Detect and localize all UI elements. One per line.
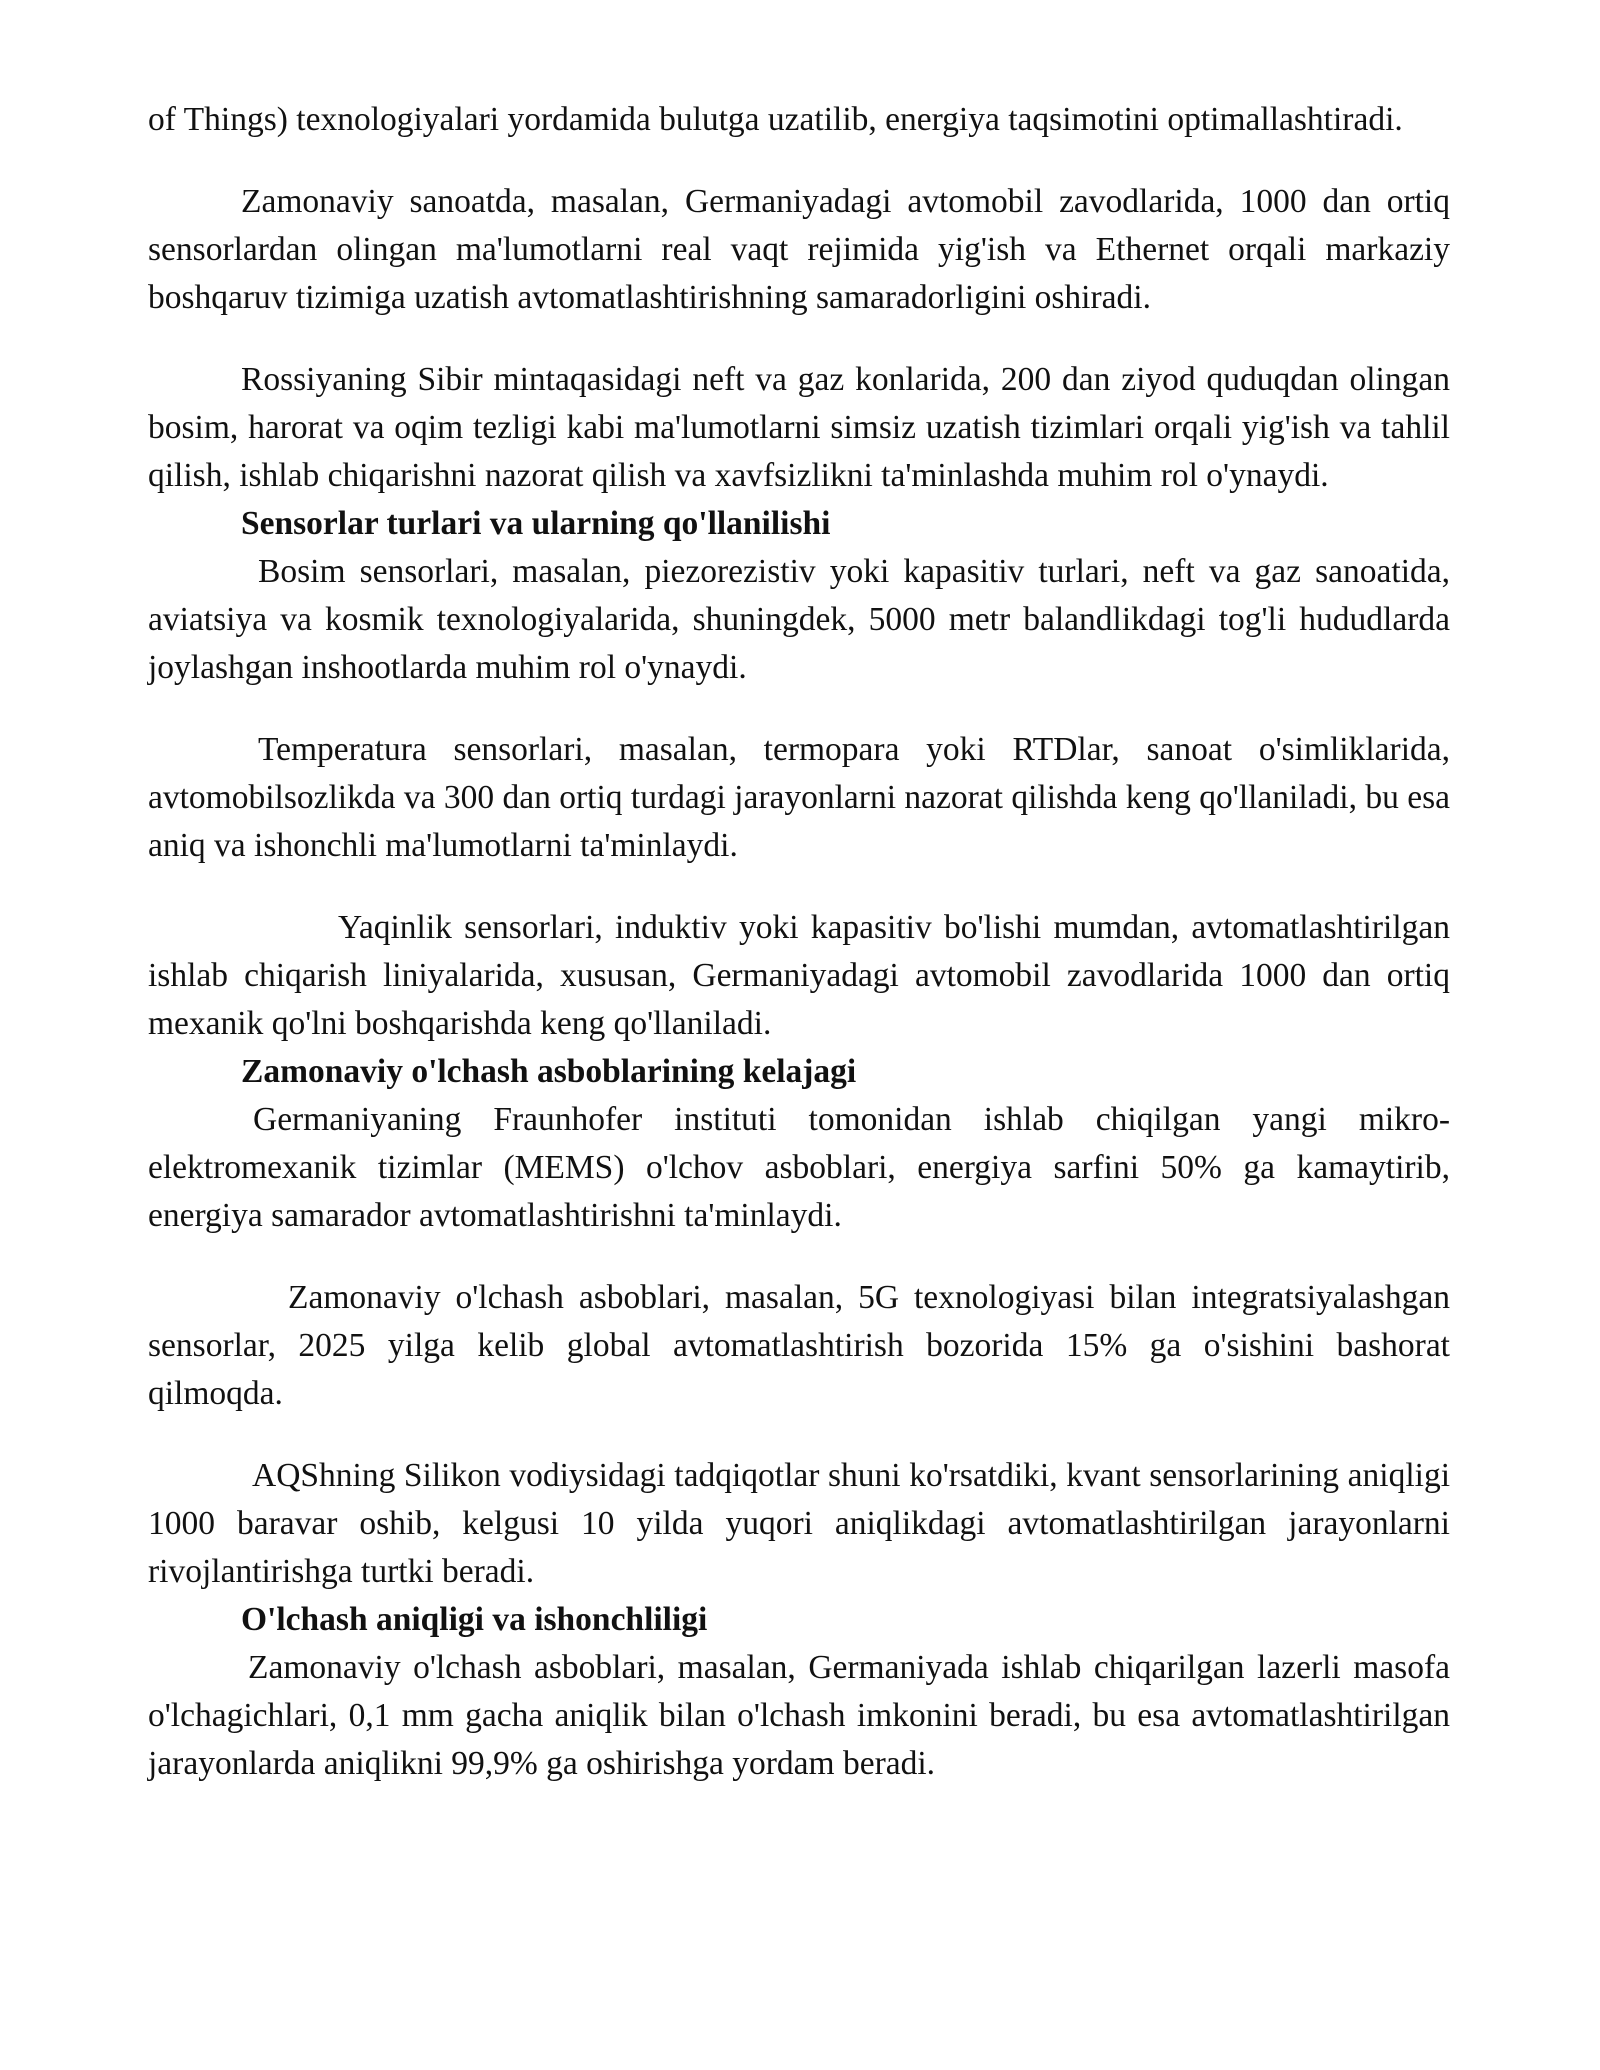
section-heading-sensor-types: Sensorlar turlari va ularning qo'llanilishi: [241, 505, 831, 542]
paragraph-pressure-sensors: Bosim sensorlari, masalan, piezorezistiv yoki kapasitiv turlari, neft va gaz sanoatida, aviatsiya va kosmik texnologiyalarida, shuningdek, 5000 metr balandlikdagi tog'li hududlarda joylashgan inshootlarda muhim rol o'ynaydi.: [148, 553, 1450, 686]
paragraph-germany-factories: Zamonaviy sanoatda, masalan, Germaniyadagi avtomobil zavodlarida, 1000 dan ortiq sensorlardan olingan ma'lumotlarni real vaqt rejimida yig'ish va Ethernet orqali markaziy boshqaruv tizimiga uzatish avtomatlashtirishning samaradorligini oshiradi.: [148, 183, 1450, 316]
paragraph-5g-sensors: Zamonaviy o'lchash asboblari, masalan, 5G texnologiyasi bilan integratsiyalashgan sensorlar, 2025 yilga kelib global avtomatlashtirish bozorida 15% ga o'sishini bashorat qilmoqda.: [148, 1279, 1450, 1412]
paragraph-quantum-sensors: AQShning Silikon vodiysidagi tadqiqotlar shuni ko'rsatdiki, kvant sensorlarining aniqligi 1000 baravar oshib, kelgusi 10 yilda yuqori aniqlikdagi avtomatlashtirilgan jarayonlarni rivojlantirishga turtki beradi.: [148, 1457, 1450, 1590]
paragraph-iot-continuation: of Things) texnologiyalari yordamida bulutga uzatilib, energiya taqsimotini optimallashtiradi.: [148, 101, 1403, 138]
paragraph-laser-rangefinders: Zamonaviy o'lchash asboblari, masalan, Germaniyada ishlab chiqarilgan lazerli masofa o'lchagichlari, 0,1 mm gacha aniqlik bilan o'lchash imkonini beradi, bu esa avtomatlashtirilgan jarayonlarda aniqlikni 99,9% ga oshirishga yordam beradi.: [148, 1649, 1450, 1782]
section-heading-future-instruments: Zamonaviy o'lchash asboblarining kelajagi: [241, 1053, 857, 1090]
paragraph-mems-instruments: Germaniyaning Fraunhofer instituti tomonidan ishlab chiqilgan yangi mikro-elektromexanik tizimlar (MEMS) o'lchov asboblari, energiya sarfini 50% ga kamaytirib, energiya samarador avtomatlashtirishni ta'minlaydi.: [148, 1101, 1450, 1234]
section-heading-accuracy: O'lchash aniqligi va ishonchliligi: [241, 1601, 708, 1638]
paragraph-proximity-sensors: Yaqinlik sensorlari, induktiv yoki kapasitiv bo'lishi mumdan, avtomatlashtirilgan ishlab chiqarish liniyalarida, xususan, Germaniyadagi avtomobil zavodlarida 1000 dan ortiq mexanik qo'lni boshqarishda keng qo'llaniladi.: [148, 909, 1450, 1042]
paragraph-siberia-oil-gas: Rossiyaning Sibir mintaqasidagi neft va gaz konlarida, 200 dan ziyod quduqdan olingan bosim, harorat va oqim tezligi kabi ma'lumotlarni simsiz uzatish tizimlari orqali yig'ish va tahlil qilish, ishlab chiqarishni nazorat qilish va xavfsizlikni ta'minlashda muhim rol o'ynaydi.: [148, 361, 1450, 494]
paragraph-temperature-sensors: Temperatura sensorlari, masalan, termopara yoki RTDlar, sanoat o'simliklarida, avtomobilsozlikda va 300 dan ortiq turdagi jarayonlarni nazorat qilishda keng qo'llaniladi, bu esa aniq va ishonchli ma'lumotlarni ta'minlaydi.: [148, 731, 1450, 864]
document-page: [148, 96, 1450, 1788]
